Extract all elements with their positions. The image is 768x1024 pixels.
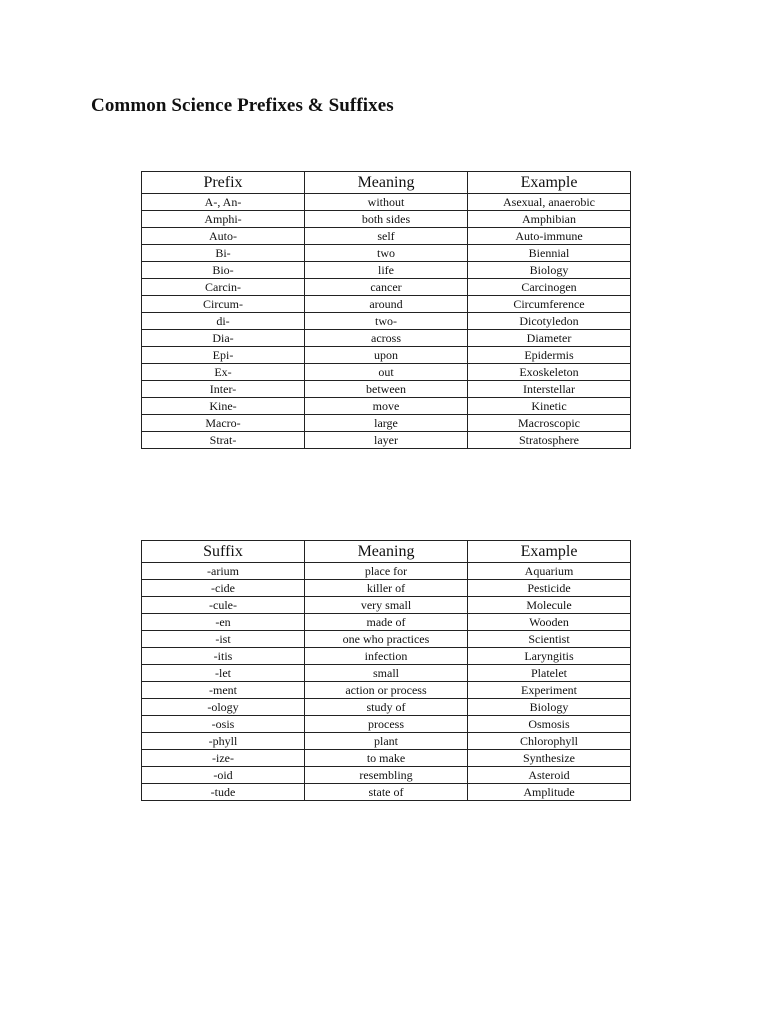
example-cell: Platelet [468, 665, 631, 682]
meaning-cell: without [305, 194, 468, 211]
example-cell: Interstellar [468, 381, 631, 398]
suffix-table [141, 540, 631, 801]
prefix-cell: Circum- [142, 296, 305, 313]
prefix-cell: Kine- [142, 398, 305, 415]
prefix-cell: Amphi- [142, 211, 305, 228]
prefix-cell: Epi- [142, 347, 305, 364]
meaning-cell: move [305, 398, 468, 415]
example-cell: Diameter [468, 330, 631, 347]
example-cell: Exoskeleton [468, 364, 631, 381]
suffix-table-body [142, 563, 631, 801]
table-row [142, 330, 631, 347]
meaning-cell: around [305, 296, 468, 313]
meaning-cell: cancer [305, 279, 468, 296]
table-row [142, 648, 631, 665]
prefix-cell: Ex- [142, 364, 305, 381]
meaning-cell: to make [305, 750, 468, 767]
table-row [142, 313, 631, 330]
table-row [142, 682, 631, 699]
table-row [142, 296, 631, 313]
table-row [142, 262, 631, 279]
example-cell: Osmosis [468, 716, 631, 733]
table-row [142, 432, 631, 449]
prefix-table-body [142, 194, 631, 449]
example-cell: Asexual, anaerobic [468, 194, 631, 211]
example-cell: Biology [468, 262, 631, 279]
meaning-cell: large [305, 415, 468, 432]
table-row [142, 563, 631, 580]
example-cell: Carcinogen [468, 279, 631, 296]
meaning-cell: plant [305, 733, 468, 750]
table-row [142, 194, 631, 211]
table-row [142, 347, 631, 364]
table-row [142, 614, 631, 631]
table-row [142, 245, 631, 262]
table-row [142, 631, 631, 648]
meaning-cell: place for [305, 563, 468, 580]
suffix-cell: -cide [142, 580, 305, 597]
example-cell: Dicotyledon [468, 313, 631, 330]
example-cell: Molecule [468, 597, 631, 614]
table-row [142, 716, 631, 733]
meaning-cell: infection [305, 648, 468, 665]
meaning-cell: very small [305, 597, 468, 614]
meaning-cell: layer [305, 432, 468, 449]
prefix-cell: A-, An- [142, 194, 305, 211]
table-row [142, 750, 631, 767]
meaning-cell: two- [305, 313, 468, 330]
example-cell: Macroscopic [468, 415, 631, 432]
table-row [142, 228, 631, 245]
meaning-cell: both sides [305, 211, 468, 228]
table-row [142, 279, 631, 296]
prefix-table-header-row [142, 172, 631, 194]
meaning-cell: action or process [305, 682, 468, 699]
example-cell: Experiment [468, 682, 631, 699]
meaning-cell: process [305, 716, 468, 733]
prefix-cell: di- [142, 313, 305, 330]
meaning-cell: upon [305, 347, 468, 364]
example-cell: Auto-immune [468, 228, 631, 245]
table-row [142, 767, 631, 784]
table-row [142, 733, 631, 750]
prefix-cell: Macro- [142, 415, 305, 432]
table-row [142, 597, 631, 614]
suffix-cell: -itis [142, 648, 305, 665]
example-cell: Scientist [468, 631, 631, 648]
table-row [142, 415, 631, 432]
prefix-cell: Dia- [142, 330, 305, 347]
meaning-cell: study of [305, 699, 468, 716]
example-cell: Laryngitis [468, 648, 631, 665]
prefix-column-header: Prefix [142, 172, 305, 194]
meaning-cell: killer of [305, 580, 468, 597]
meaning-cell: made of [305, 614, 468, 631]
example-cell: Stratosphere [468, 432, 631, 449]
example-cell: Circumference [468, 296, 631, 313]
example-cell: Chlorophyll [468, 733, 631, 750]
meaning-cell: one who practices [305, 631, 468, 648]
suffix-cell: -let [142, 665, 305, 682]
table-row [142, 364, 631, 381]
example-cell: Kinetic [468, 398, 631, 415]
example-cell: Epidermis [468, 347, 631, 364]
example-cell: Amphibian [468, 211, 631, 228]
table-row [142, 398, 631, 415]
meaning-cell: out [305, 364, 468, 381]
prefix-cell: Strat- [142, 432, 305, 449]
meaning-cell: self [305, 228, 468, 245]
suffix-cell: -tude [142, 784, 305, 801]
prefix-cell: Carcin- [142, 279, 305, 296]
example-cell: Wooden [468, 614, 631, 631]
suffix-cell: -arium [142, 563, 305, 580]
suffix-cell: -ology [142, 699, 305, 716]
suffix-cell: -ment [142, 682, 305, 699]
table-row [142, 784, 631, 801]
suffix-column-header: Suffix [142, 541, 305, 563]
table-row [142, 381, 631, 398]
table-row [142, 580, 631, 597]
suffix-cell: -cule- [142, 597, 305, 614]
suffix-cell: -en [142, 614, 305, 631]
prefix-table [141, 171, 631, 449]
meaning-cell: state of [305, 784, 468, 801]
table-row [142, 665, 631, 682]
example-cell: Biology [468, 699, 631, 716]
prefix-cell: Inter- [142, 381, 305, 398]
example-cell: Amplitude [468, 784, 631, 801]
example-cell: Asteroid [468, 767, 631, 784]
table-row [142, 699, 631, 716]
example-column-header: Example [468, 172, 631, 194]
example-column-header: Example [468, 541, 631, 563]
meaning-cell: small [305, 665, 468, 682]
table-row [142, 211, 631, 228]
example-cell: Aquarium [468, 563, 631, 580]
example-cell: Synthesize [468, 750, 631, 767]
suffix-cell: -osis [142, 716, 305, 733]
prefix-cell: Bi- [142, 245, 305, 262]
suffix-table-header-row [142, 541, 631, 563]
example-cell: Biennial [468, 245, 631, 262]
suffix-cell: -phyll [142, 733, 305, 750]
example-cell: Pesticide [468, 580, 631, 597]
meaning-column-header: Meaning [305, 172, 468, 194]
meaning-cell: life [305, 262, 468, 279]
meaning-cell: two [305, 245, 468, 262]
meaning-cell: across [305, 330, 468, 347]
prefix-cell: Bio- [142, 262, 305, 279]
suffix-cell: -ist [142, 631, 305, 648]
page-title: Common Science Prefixes & Suffixes [91, 95, 394, 116]
meaning-cell: between [305, 381, 468, 398]
prefix-cell: Auto- [142, 228, 305, 245]
suffix-cell: -ize- [142, 750, 305, 767]
meaning-cell: resembling [305, 767, 468, 784]
suffix-cell: -oid [142, 767, 305, 784]
meaning-column-header: Meaning [305, 541, 468, 563]
